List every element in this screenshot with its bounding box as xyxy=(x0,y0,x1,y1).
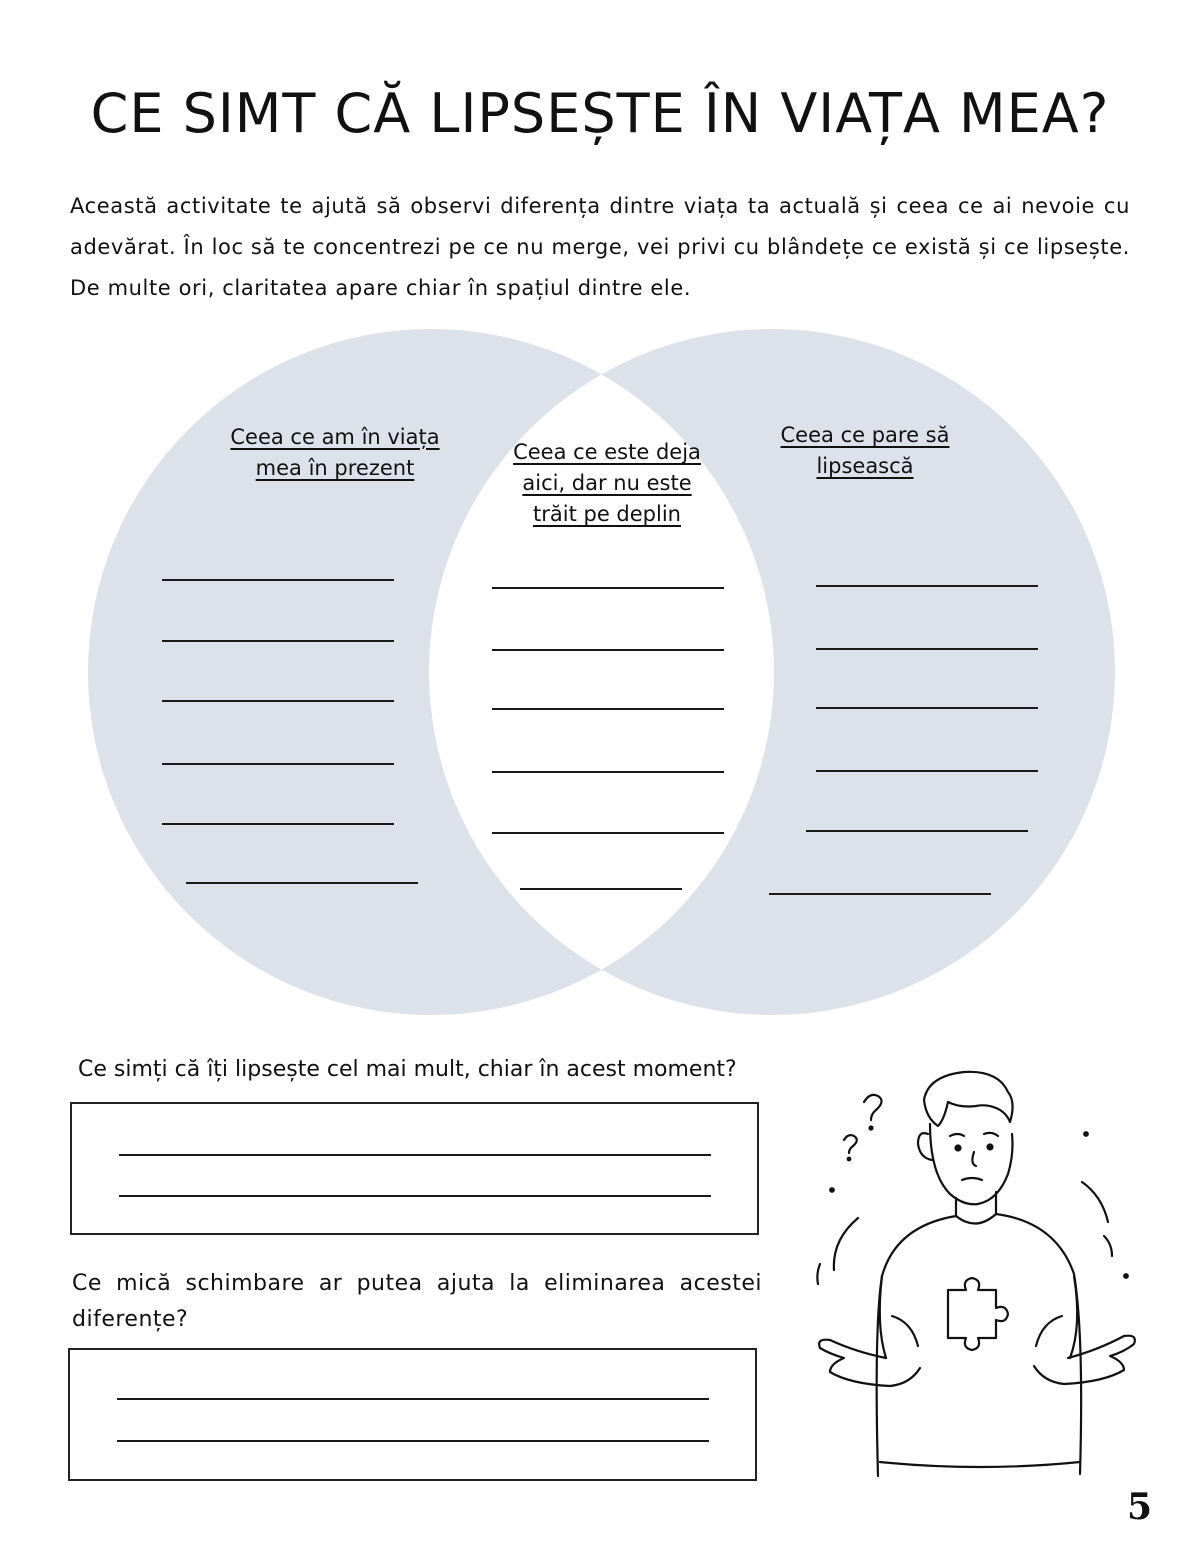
right-write-line[interactable] xyxy=(816,648,1038,650)
question-2: Ce mică schimbare ar putea ajuta la eliminarea acestei diferențe? xyxy=(72,1271,762,1332)
right-write-line[interactable] xyxy=(816,585,1038,587)
center-write-line[interactable] xyxy=(492,587,724,589)
venn-center-label-line2: aici, dar nu este xyxy=(522,471,692,495)
confused-person-with-puzzle-icon xyxy=(800,1058,1140,1478)
answer-line[interactable] xyxy=(119,1195,711,1197)
venn-center-label xyxy=(470,437,744,530)
center-write-line[interactable] xyxy=(492,649,724,651)
venn-left-label-line1: Ceea ce am în viața xyxy=(230,425,440,449)
venn-left-label xyxy=(200,422,470,484)
center-write-line[interactable] xyxy=(520,888,682,890)
right-write-line[interactable] xyxy=(816,707,1038,709)
venn-right-label xyxy=(740,420,990,482)
answer-box-2[interactable] xyxy=(68,1348,757,1481)
left-write-line[interactable] xyxy=(162,640,394,642)
center-write-line[interactable] xyxy=(492,832,724,834)
venn-center-label-line1: Ceea ce este deja xyxy=(513,440,701,464)
center-write-line[interactable] xyxy=(492,708,724,710)
intro-paragraph: Această activitate te ajută să observi diferența dintre viața ta actuală și ceea ce ai nevoie cu adevărat. În loc să te concentrezi pe ce nu merge, vei privi cu blândețe ce există și ce lipsește. De multe ori, claritatea apare chiar în spațiul dintre ele. xyxy=(70,194,1130,300)
left-write-line[interactable] xyxy=(162,823,394,825)
left-write-line[interactable] xyxy=(162,763,394,765)
left-write-line[interactable] xyxy=(162,579,394,581)
answer-box-1[interactable] xyxy=(70,1102,759,1235)
page-number: 5 xyxy=(1126,1486,1152,1528)
left-write-line[interactable] xyxy=(162,700,394,702)
right-write-line[interactable] xyxy=(769,893,991,895)
answer-line[interactable] xyxy=(117,1398,709,1400)
answer-line[interactable] xyxy=(117,1440,709,1442)
right-write-line[interactable] xyxy=(806,830,1028,832)
venn-right-label-line2: lipsească xyxy=(816,454,914,478)
answer-line[interactable] xyxy=(119,1154,711,1156)
center-write-line[interactable] xyxy=(492,771,724,773)
right-write-line[interactable] xyxy=(816,770,1038,772)
left-write-line[interactable] xyxy=(186,882,418,884)
venn-right-label-line1: Ceea ce pare să xyxy=(780,423,950,447)
question-1: Ce simți că îți lipsește cel mai mult, chiar în acest moment? xyxy=(78,1057,737,1082)
venn-center-label-line3: trăit pe deplin xyxy=(533,502,681,526)
page-title: CE SIMT CĂ LIPSEȘTE ÎN VIAȚA MEA? xyxy=(90,82,1110,145)
venn-left-label-line2: mea în prezent xyxy=(255,456,415,480)
